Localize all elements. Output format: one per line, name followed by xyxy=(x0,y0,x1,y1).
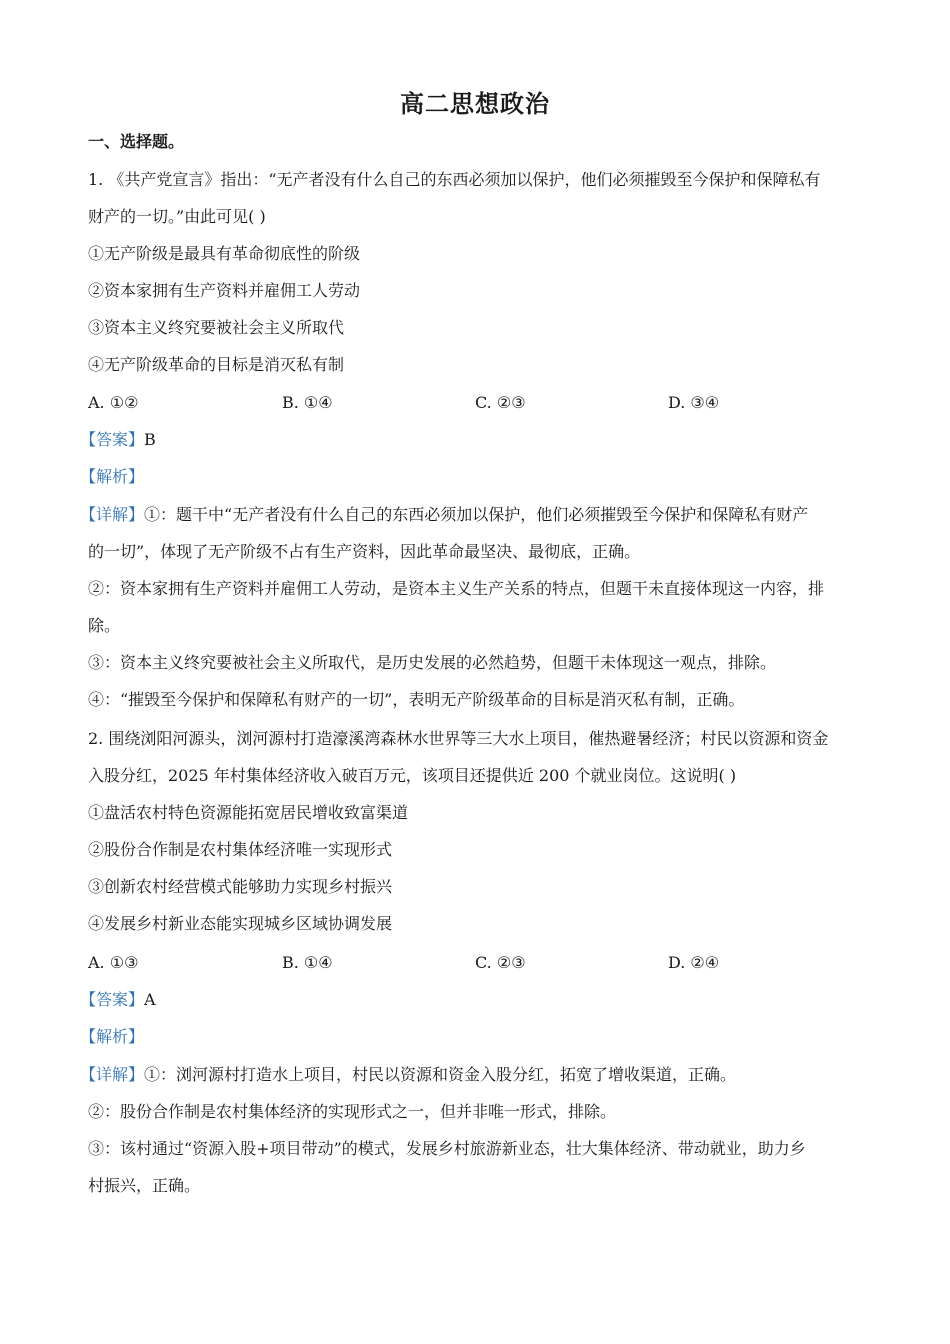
q2-stem-line: 2. 围绕浏阳河源头，浏河源村打造濠溪湾森林水世界等三大水上项目，催热避暑经济；村民以资源和资金 xyxy=(88,729,829,748)
q1-option-c: C. ②③ xyxy=(475,393,526,412)
q2-option-b: B. ①④ xyxy=(282,953,333,972)
q1-stem-line: 1. 《共产党宣言》指出：“无产者没有什么自己的东西必须加以保护，他们必须摧毁至今保护和保障私有 xyxy=(88,170,821,189)
q1-item: ①无产阶级是最具有革命彻底性的阶级 xyxy=(88,244,361,263)
q1-option-a: A. ①② xyxy=(88,393,139,412)
q1-detail-line: 的一切”，体现了无产阶级不占有生产资料，因此革命最坚决、最彻底，正确。 xyxy=(88,542,641,561)
q2-analysis-tag: 【解析】 xyxy=(80,1027,145,1046)
q1-answer xyxy=(80,430,156,450)
q2-detail-line xyxy=(80,1065,736,1085)
q2-item: ②股份合作制是农村集体经济唯一实现形式 xyxy=(88,840,393,859)
q1-detail-line: ②：资本家拥有生产资料并雇佣工人劳动，是资本主义生产关系的特点，但题干未直接体现这一内容，排 xyxy=(88,579,825,598)
q2-item: ③创新农村经营模式能够助力实现乡村振兴 xyxy=(88,877,393,896)
q2-detail-line: 村振兴，正确。 xyxy=(88,1176,201,1195)
answer-value: A xyxy=(144,990,156,1009)
q2-item: ④发展乡村新业态能实现城乡区域协调发展 xyxy=(88,914,393,933)
answer-tag: 【答案】 xyxy=(80,990,145,1009)
q1-option-b: B. ①④ xyxy=(282,393,333,412)
q1-detail-line: ④：“摧毁至今保护和保障私有财产的一切”，表明无产阶级革命的目标是消灭私有制，正确。 xyxy=(88,690,745,709)
q1-option-d: D. ③④ xyxy=(668,393,720,412)
q1-detail-line: 除。 xyxy=(88,616,121,635)
q1-detail-line: ③：资本主义终究要被社会主义所取代，是历史发展的必然趋势，但题干未体现这一观点，排除。 xyxy=(88,653,777,672)
q2-detail-line: ③：该村通过“资源入股+项目带动”的模式，发展乡村旅游新业态，壮大集体经济、带动就业，助力乡 xyxy=(88,1139,806,1158)
q2-answer xyxy=(80,990,156,1010)
q2-option-a: A. ①③ xyxy=(88,953,139,972)
q1-item: ②资本家拥有生产资料并雇佣工人劳动 xyxy=(88,281,361,300)
answer-tag: 【答案】 xyxy=(80,430,145,449)
q1-detail-line xyxy=(80,505,808,525)
q2-detail-line: ②：股份合作制是农村集体经济的实现形式之一，但并非唯一形式，排除。 xyxy=(88,1102,617,1121)
detail-text: ①：浏河源村打造水上项目，村民以资源和资金入股分红，拓宽了增收渠道，正确。 xyxy=(144,1065,737,1084)
detail-tag: 【详解】 xyxy=(80,505,145,524)
page-title: 高二思想政治 xyxy=(400,90,550,118)
q2-stem-line: 入股分红，2025 年村集体经济收入破百万元，该项目还提供近 200 个就业岗位。这说明( ) xyxy=(88,766,737,785)
detail-tag: 【详解】 xyxy=(80,1065,145,1084)
detail-text: ①：题干中“无产者没有什么自己的东西必须加以保护，他们必须摧毁至今保护和保障私有财产 xyxy=(144,505,809,524)
q1-item: ④无产阶级革命的目标是消灭私有制 xyxy=(88,355,345,374)
q1-item: ③资本主义终究要被社会主义所取代 xyxy=(88,318,345,337)
q1-stem-line: 财产的一切。”由此可见( ) xyxy=(88,207,266,226)
q1-analysis-tag: 【解析】 xyxy=(80,467,145,486)
q2-option-d: D. ②④ xyxy=(668,953,720,972)
q2-item: ①盘活农村特色资源能拓宽居民增收致富渠道 xyxy=(88,803,409,822)
q2-option-c: C. ②③ xyxy=(475,953,526,972)
section-heading: 一、选择题。 xyxy=(88,132,185,151)
answer-value: B xyxy=(144,430,156,449)
